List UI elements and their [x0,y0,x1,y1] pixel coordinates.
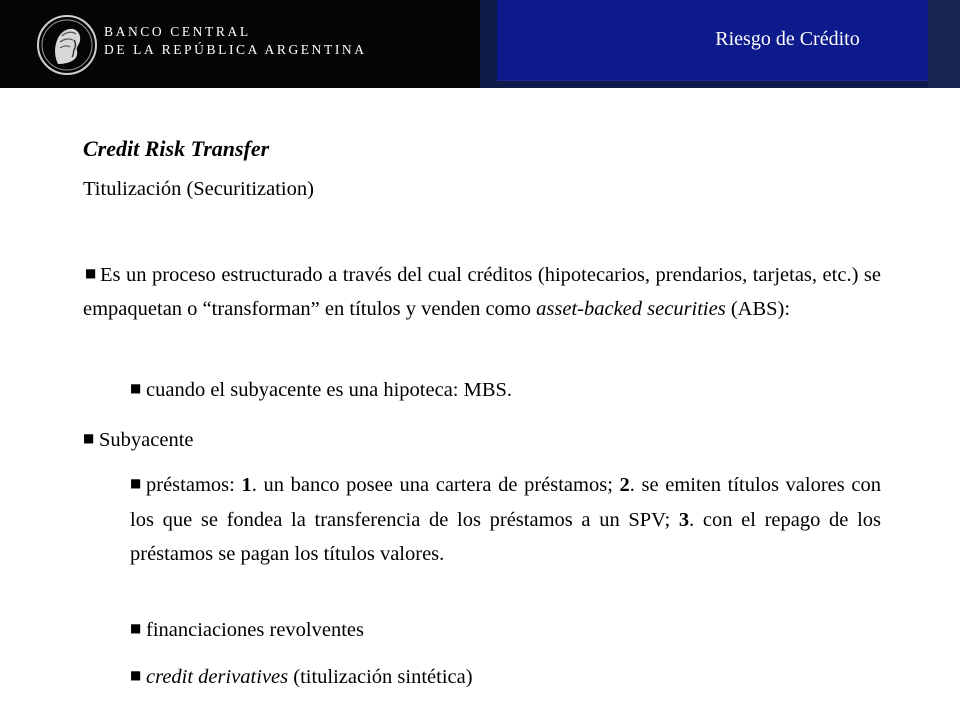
bullet-text: cuando el subyacente es una hipoteca: MBS. [146,379,513,401]
bullet-securitization-process [83,256,881,326]
step-number: 2 [619,474,630,496]
step-number: 3 [678,508,690,531]
square-bullet-icon: ■ [130,476,142,490]
bullet-text-italic: asset-backed securities [536,298,726,320]
bullet-prestamos [130,466,881,572]
bullet-text: . un banco posee una cartera de préstamos; [251,474,620,496]
square-bullet-icon: ■ [130,668,142,682]
slide-subtitle: Titulización (Securitization) [83,178,314,200]
bullet-text-italic: credit derivatives [146,666,289,688]
bank-name-line1: BANCO CENTRAL [104,24,251,39]
bullet-text-end: (ABS): [725,298,791,320]
bank-name-line2: DE LA REPÚBLICA ARGENTINA [104,42,367,57]
square-bullet-icon: ■ [85,266,97,280]
step-number: 1 [241,474,252,496]
bullet-subyacente [83,421,881,457]
bullet-credit-derivatives [130,658,881,694]
bullet-text: Es un proceso estructurado a través del cual créditos (hipotecarios, prendarios, tarjetas, etc.) se empaquetan o “transforman” en títulos y venden como [83,264,881,320]
logo-area [0,0,480,88]
slide-topic: Riesgo de Crédito [715,28,860,50]
bullet-text: (titulización sintética) [288,666,473,688]
bullet-mbs [130,371,881,407]
bullet-text: . se emiten títulos valores con los que se fondea la transferencia de los préstamos a un SPV; [130,474,881,531]
header-title-box [497,0,928,81]
bullet-text: financiaciones revolventes [146,619,365,641]
square-bullet-icon: ■ [83,431,95,445]
header-right-strip [928,0,960,88]
bullet-text: Subyacente [99,429,194,451]
bullet-text: préstamos: [146,474,242,496]
square-bullet-icon: ■ [130,381,142,395]
square-bullet-icon: ■ [130,621,142,635]
slide-title: Credit Risk Transfer [83,136,270,161]
bcra-seal-logo [36,14,98,76]
bullet-financiaciones [130,611,881,647]
bullet-text: . con el repago de los préstamos se pagan los títulos valores. [130,508,881,565]
header-band [0,0,960,88]
